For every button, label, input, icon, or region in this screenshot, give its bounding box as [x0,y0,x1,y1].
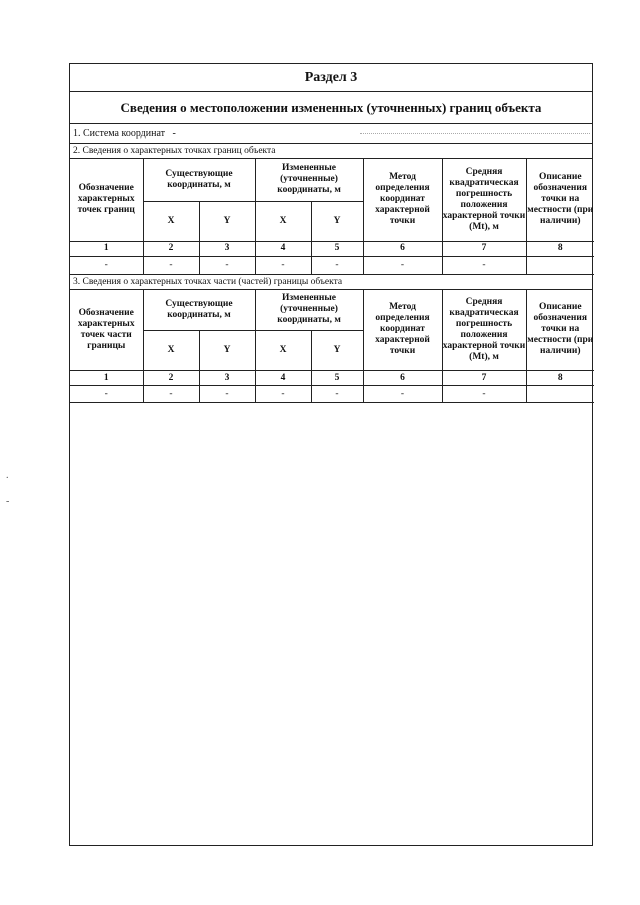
table-cell: - [311,386,363,403]
column-number: 1 [70,241,143,256]
header-y: Y [311,201,363,241]
column-number: 3 [199,241,255,256]
header-changed: Измененные (уточненные) координаты, м [255,290,363,331]
table1-caption: 2. Сведения о характерных точках границ объекта [70,144,592,159]
header-x: X [255,331,311,371]
header-error: Средняя квадратическая погрешность положения характерной точки (Mt), м [442,159,526,241]
header-y: Y [199,201,255,241]
table-cell: - [442,386,526,403]
coordinate-system-value: - [172,128,176,139]
column-number: 5 [311,371,363,386]
table-cell: - [143,256,199,274]
table-cell: - [143,386,199,403]
table-cell: - [199,386,255,403]
table-row [70,386,594,403]
header-designation: Обозначение характерных точек границ [70,159,143,241]
coordinate-system-row [70,124,592,144]
column-number: 5 [311,241,363,256]
section-title: Раздел 3 [70,64,592,92]
part-boundary-points-table [70,290,594,404]
table2-caption: 3. Сведения о характерных точках части (частей) границы объекта [70,275,592,290]
header-existing: Существующие координаты, м [143,159,255,201]
header-description: Описание обозначения точки на местности (при наличии) [526,159,594,241]
header-designation: Обозначение характерных точек части границы [70,290,143,371]
column-number: 2 [143,371,199,386]
header-y: Y [311,331,363,371]
header-x: X [255,201,311,241]
column-number: 4 [255,241,311,256]
table-cell: - [255,386,311,403]
column-number: 2 [143,241,199,256]
table-cell: - [199,256,255,274]
margin-mark: - [6,496,10,507]
table-cell: - [70,386,143,403]
header-error: Средняя квадратическая погрешность положения характерной точки (Mt), м [442,290,526,371]
table-cell [526,256,594,274]
table-cell: - [442,256,526,274]
column-number-row [70,371,594,386]
margin-mark: . [6,470,9,481]
coordinate-system-label: 1. Система координат [73,128,166,139]
header-x: X [143,331,199,371]
redacted-text [360,133,590,136]
header-y: Y [199,331,255,371]
header-existing: Существующие координаты, м [143,290,255,331]
column-number: 4 [255,371,311,386]
table-row [70,256,594,274]
column-number-row [70,241,594,256]
column-number: 7 [442,371,526,386]
column-number: 8 [526,371,594,386]
column-number: 7 [442,241,526,256]
header-method: Метод определения координат характерной точки [363,159,442,241]
column-number: 1 [70,371,143,386]
column-number: 8 [526,241,594,256]
header-method: Метод определения координат характерной точки [363,290,442,371]
table-cell: - [70,256,143,274]
document-frame [69,63,593,846]
boundary-points-table [70,159,594,275]
table-cell: - [363,386,442,403]
table-cell: - [363,256,442,274]
column-number: 3 [199,371,255,386]
column-number: 6 [363,241,442,256]
header-description: Описание обозначения точки на местности (при наличии) [526,290,594,371]
table-cell: - [311,256,363,274]
section-subtitle: Сведения о местоположении измененных (уточненных) границ объекта [70,92,592,124]
table-cell [526,386,594,403]
column-number: 6 [363,371,442,386]
header-changed: Измененные (уточненные) координаты, м [255,159,363,201]
table-cell: - [255,256,311,274]
header-x: X [143,201,199,241]
